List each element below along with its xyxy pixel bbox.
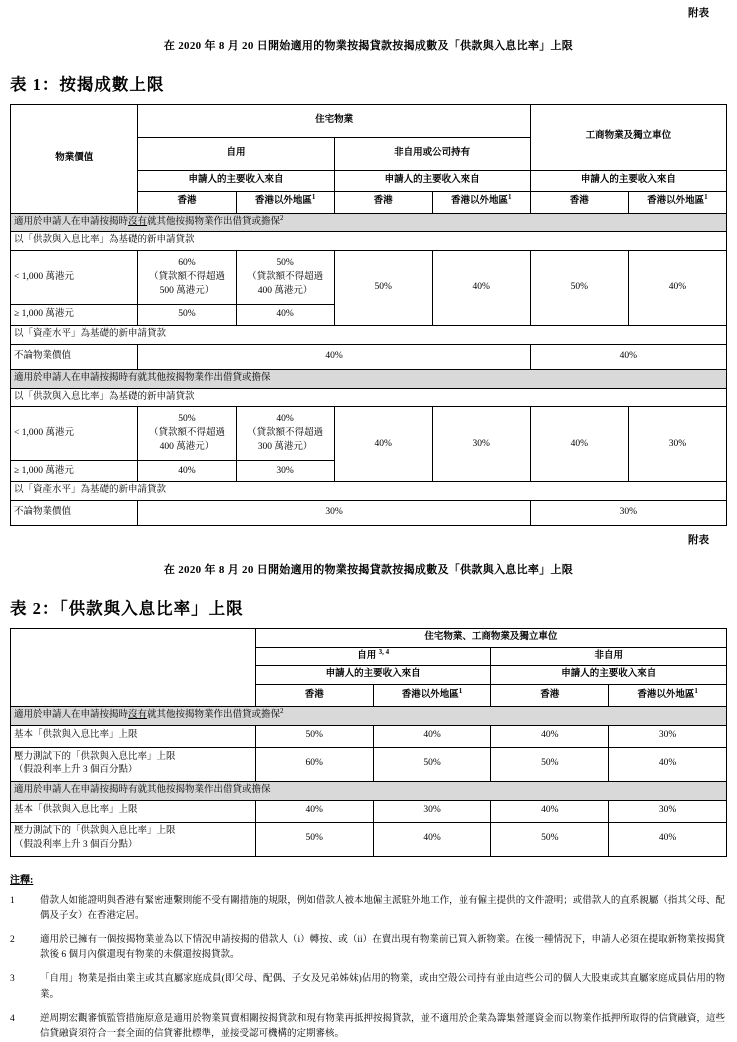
ltv-cell: 30% (628, 407, 726, 482)
row-label-below-10m: < 1,000 萬港元 (11, 251, 138, 305)
header-self-use: 自用 $^{3, 4}$ (255, 647, 491, 666)
section-band-has-other-borrowing: 適用於申請人在申請按揭時有就其他按揭物業作出借貸或擔保 (11, 781, 727, 800)
table-row (11, 326, 727, 345)
dti-cell: 40% (373, 822, 491, 856)
header-hk: 香港 (334, 191, 432, 213)
notes-heading: 注釋: (10, 874, 34, 886)
section-band-no-other-borrowing: 適用於申請人在申請按揭時沒有就其他按揭物業作出借貸或擔保$^2$ (11, 707, 727, 726)
note-number: 4 (10, 1013, 15, 1024)
subheader-asset-based: 以「資產水平」為基礎的新申請貸款 (11, 482, 727, 501)
header-income-source: 申請人的主要收入來自 (255, 666, 491, 685)
note-ref: 1 (458, 686, 463, 695)
emphasized-text: 沒有 (128, 710, 148, 721)
ltv-cell: 40% (138, 344, 530, 369)
dti-cell: 40% (491, 725, 609, 747)
note-item (10, 933, 727, 963)
table-row (11, 388, 727, 407)
dti-cell: 50% (255, 822, 373, 856)
ltv-cell: 30% (236, 461, 334, 482)
row-label-any-value: 不論物業價值 (11, 501, 138, 526)
subheader-dti-based: 以「供款與入息比率」為基礎的新申請貸款 (11, 232, 727, 251)
header-residential: 住宅物業 (138, 104, 530, 137)
table-row (11, 213, 727, 232)
header-income-source: 申請人的主要收入來自 (138, 170, 334, 191)
note-number: 1 (10, 895, 15, 906)
dti-cell: 40% (373, 725, 491, 747)
note-ref: 1 (507, 193, 512, 202)
dti-cell: 30% (609, 800, 727, 822)
ltv-cell: 40% (432, 251, 530, 326)
header-income-source: 申請人的主要收入來自 (334, 170, 530, 191)
dti-cell: 50% (373, 747, 491, 781)
notes-section (10, 871, 727, 1042)
ltv-cell: 40% (628, 251, 726, 326)
header-hk: 香港 (138, 191, 236, 213)
emphasized-text: 沒有 (128, 216, 148, 227)
dti-cell: 30% (373, 800, 491, 822)
ltv-cell: 50% （貸款額不得超過 400 萬港元） (138, 407, 236, 461)
note-ref: 1 (704, 193, 708, 202)
header-property-value: 物業價值 (11, 104, 138, 213)
ltv-cell: 40% (530, 407, 628, 482)
ltv-cell: 50% (334, 251, 432, 326)
note-text: 借款人如能證明與香港有緊密連繫則能不受有關措施的規限，例如借款人被本地僱主派駐外地工作，並有僱主提供的文件證明；或借款人的直系親屬（指其父母、配偶及子女）在香港定居。 (40, 895, 725, 921)
note-number: 3 (10, 974, 15, 985)
row-label-basic-dti: 基本「供款與入息比率」上限 (11, 800, 256, 822)
table-row (11, 628, 727, 647)
ltv-cell: 50% (530, 251, 628, 326)
dti-cell: 40% (609, 822, 727, 856)
ltv-cell: 40% (530, 344, 726, 369)
note-item (10, 894, 727, 924)
table-row (11, 104, 727, 137)
row-label-any-value: 不論物業價值 (11, 344, 138, 369)
ltv-cell: 40% （貸款額不得超過 300 萬港元） (236, 407, 334, 461)
table-row (11, 482, 727, 501)
subheader-dti-based: 以「供款與入息比率」為基礎的新申請貸款 (11, 388, 727, 407)
ltv-cell: 50% (138, 305, 236, 326)
header-hk: 香港 (255, 685, 373, 707)
table-row (11, 781, 727, 800)
table-row (11, 800, 727, 822)
ltv-cell: 30% (530, 501, 726, 526)
dti-cell: 40% (609, 747, 727, 781)
header-all-properties: 住宅物業、工商物業及獨立車位 (255, 628, 726, 647)
dti-cell: 40% (491, 800, 609, 822)
note-text: 「自用」物業是指由業主或其直屬家庭成員(即父母、配偶、子女及兄弟姊妹)佔用的物業，或由空殼公司持有並由這些公司的個人大股東或其直屬家庭成員佔用的物業。 (40, 974, 725, 1000)
dti-cell: 30% (609, 725, 727, 747)
dti-cell: 50% (255, 725, 373, 747)
ltv-cell: 30% (138, 501, 530, 526)
appendix-label: 附表 (688, 8, 709, 19)
table-row (11, 344, 727, 369)
table2-heading: 表 2：「供款與入息比率」上限 (10, 598, 244, 618)
section-band-no-other-borrowing: 適用於申請人在申請按揭時沒有就其他按揭物業作出借貸或擔保$^2$ (11, 213, 727, 232)
header-hk: 香港 (491, 685, 609, 707)
table-row (11, 725, 727, 747)
header-income-source: 申請人的主要收入來自 (491, 666, 727, 685)
ltv-cell: 30% (432, 407, 530, 482)
dti-cell: 40% (255, 800, 373, 822)
row-label-above-10m: ≥ 1,000 萬港元 (11, 305, 138, 326)
header-outside-hk: 香港以外地區$^1$ (373, 685, 491, 707)
header-hk: 香港 (530, 191, 628, 213)
table-row (11, 707, 727, 726)
row-label-above-10m: ≥ 1,000 萬港元 (11, 461, 138, 482)
header-outside-hk: 香港以外地區$^1$ (432, 191, 530, 213)
header-non-self-use: 非自用 (491, 647, 727, 666)
header-commercial: 工商物業及獨立車位 (530, 104, 726, 170)
row-label-stress-dti: 壓力測試下的「供款與入息比率」上限 （假設利率上升 3 個百分點） (11, 747, 256, 781)
subheader-asset-based: 以「資產水平」為基礎的新申請貸款 (11, 326, 727, 345)
note-item (10, 1012, 727, 1042)
note-ref: 2 (280, 706, 284, 715)
dti-cell: 50% (491, 822, 609, 856)
note-ref: 2 (280, 213, 284, 222)
dti-cell: 50% (491, 747, 609, 781)
table1-ltv-caps (10, 104, 727, 527)
header-outside-hk: 香港以外地區$^1$ (609, 685, 727, 707)
table1-heading: 表 1：按揭成數上限 (10, 74, 165, 94)
document-title: 在 2020 年 8 月 20 日開始適用的物業按揭貸款按揭成數及「供款與入息比率」上限 (163, 39, 574, 52)
header-income-source: 申請人的主要收入來自 (530, 170, 726, 191)
header-self-use: 自用 (138, 137, 334, 170)
table-row (11, 501, 727, 526)
note-text: 適用於已擁有一個按揭物業並為以下情況申請按揭的借款人（i）轉按、或（ii）在賣出現有物業前已買入新物業。在後一種情況下，申請人必須在提取新物業按揭貸款後 6 個月內償還現有物業的未償還按揭貸款。 (40, 934, 725, 961)
note-ref: 1 (694, 686, 698, 695)
header-outside-hk: 香港以外地區$^1$ (628, 191, 726, 213)
row-label-stress-dti: 壓力測試下的「供款與入息比率」上限 （假設利率上升 3 個百分點） (11, 822, 256, 856)
ltv-cell: 40% (138, 461, 236, 482)
row-label-below-10m: < 1,000 萬港元 (11, 407, 138, 461)
note-number: 2 (10, 934, 15, 945)
section-band-has-other-borrowing: 適用於申請人在申請按揭時有就其他按揭物業作出借貸或擔保 (11, 369, 727, 388)
header-outside-hk: 香港以外地區$^1$ (236, 191, 334, 213)
note-ref: 1 (311, 193, 316, 202)
table-row (11, 251, 727, 305)
dti-cell: 60% (255, 747, 373, 781)
header-non-self-use: 非自用或公司持有 (334, 137, 530, 170)
table-row (11, 407, 727, 461)
note-text: 逆周期宏觀審慎監管措施原意是適用於物業買賣相關按揭貸款和現有物業再抵押按揭貸款，並不適用於企業為籌集營運資金而以物業作抵押所取得的信貸融資，這些信貸融資須符合一套全面的信貸審批標準，並接受認可機構的定期審核。 (40, 1013, 725, 1039)
ltv-cell: 60% （貸款額不得超過 500 萬港元） (138, 251, 236, 305)
ltv-cell: 40% (334, 407, 432, 482)
note-ref: 3, 4 (378, 647, 390, 656)
appendix-label: 附表 (688, 535, 709, 547)
ltv-cell: 40% (236, 305, 334, 326)
note-item (10, 972, 727, 1002)
row-label-basic-dti: 基本「供款與入息比率」上限 (11, 725, 256, 747)
table-row (11, 232, 727, 251)
document-title: 在 2020 年 8 月 20 日開始適用的物業按揭貸款按揭成數及「供款與入息比率」上限 (163, 563, 574, 576)
table-row (11, 747, 727, 781)
table2-dti-caps (10, 628, 727, 857)
corner-cell (11, 628, 256, 706)
table-row (11, 369, 727, 388)
table-row (11, 822, 727, 856)
ltv-cell: 50% （貸款額不得超過 400 萬港元） (236, 251, 334, 305)
